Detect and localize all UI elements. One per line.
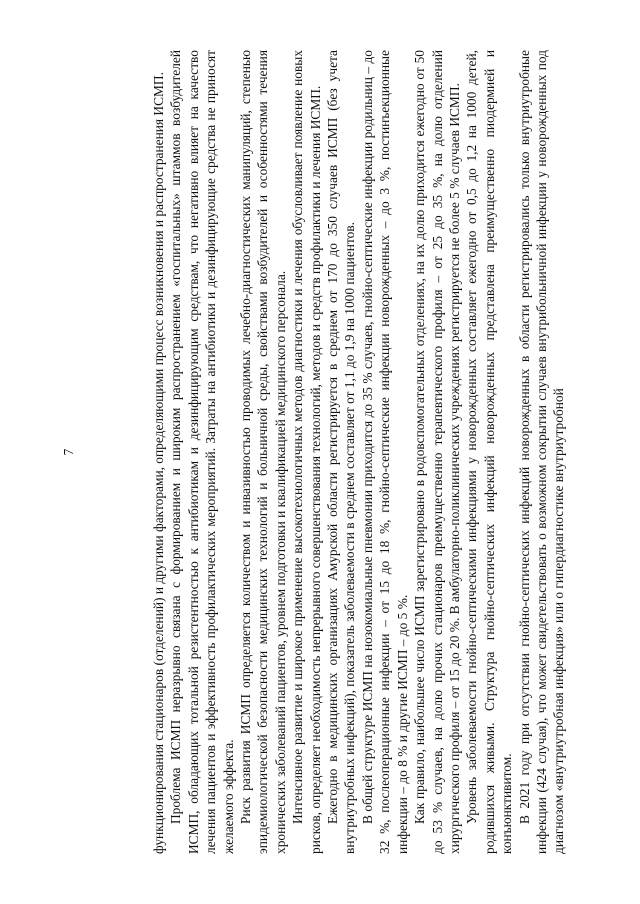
- paragraph-continuation: функционирования стационаров (отделений) и другими факторами, определяющими процесс возникновения и распространения ИСМП.: [151, 72, 166, 854]
- paragraph: Риск развития ИСМП определяется количеством и инвазивностью проводимых лечебно-диагностических манипуляций, степенью эпидемиологической безопасности медицинских технологий и больничной среды, свойствами возбудителей и особенностями течения хронических заболеваний пациентов, уровнем подготовки и квалификацией медицинского персонала.: [238, 50, 288, 854]
- paragraph: В общей структуре ИСМП на нозокомиальные пневмонии приходится до 35 % случаев, гнойно-септические инфекции родильниц – до 32 %, послеоперационные инфекции – от 15 до 18 %, гнойно-септические инфекции новорожденных – до 3 %, постинъекционные инфекции – до 8 % и другие ИСМП – до 5 %.: [359, 50, 410, 854]
- paragraph: Проблема ИСМП неразрывно связана с формированием и широким распространением «госпитальных» штаммов возбудителей ИСМП, обладающих тотальной резистентностью к антибиотикам и дезинфицирующим средствам, что негативно влияет на качество лечения пациентов и эффективность профилактических мероприятий. Затраты на антибиотики и дезинфицирующие средства не приносят желаемого эффекта.: [168, 50, 236, 854]
- rotated-text-block: [60, 50, 580, 854]
- paragraph: Ежегодно в медицинских организациях Амурской области регистрируется в среднем от 170 до 350 случаев ИСМП (без учета внутриутробных инфекций), показатель заболеваемости в среднем составляет от 1,1 до 1,9 на 1000 пациентов.: [325, 50, 358, 854]
- paragraph: В 2021 году при отсутствии гнойно-септических инфекций новорожденных в области регистрировались только внутриутробные инфекции (424 случая), что может свидетельствовать о возможном сокрытии случаев внутрибольничной инфекции у новорожденных под диагнозом «внутриутробная инфекция» или о гипердиагностике внутриутробной: [516, 50, 567, 854]
- paragraph: Уровень заболеваемости гнойно-септическими инфекциями у новорожденных составляет ежегодно от 0,5 до 1,2 на 1000 детей, родившихся живыми. Структура гнойно-септических инфекций новорожденных представлена преимущественно пиодермией и конъюнктивитом.: [464, 50, 515, 854]
- paragraph: Как правило, наибольшее число ИСМП зарегистрировано в родовспомогательных отделениях, на их долю приходится ежегодно от 50 до 53 % случаев, на долю прочих стационаров преимущественно терапевтического профиля – от 25 до 35 %, на долю отделений хирургического профиля – от 15 до 20 %. В амбулаторно-поликлинических учреждениях регистрируется не более 5 % случаев ИСМП.: [412, 50, 462, 854]
- paragraph: Интенсивное развитие и широкое применение высокотехнологичных методов диагностики и лечения обусловливает появление новых рисков, определяет необходимость непрерывного совершенствования технологий, методов и средств профилактики и лечения ИСМП.: [290, 50, 323, 854]
- page-number: 7: [61, 448, 76, 456]
